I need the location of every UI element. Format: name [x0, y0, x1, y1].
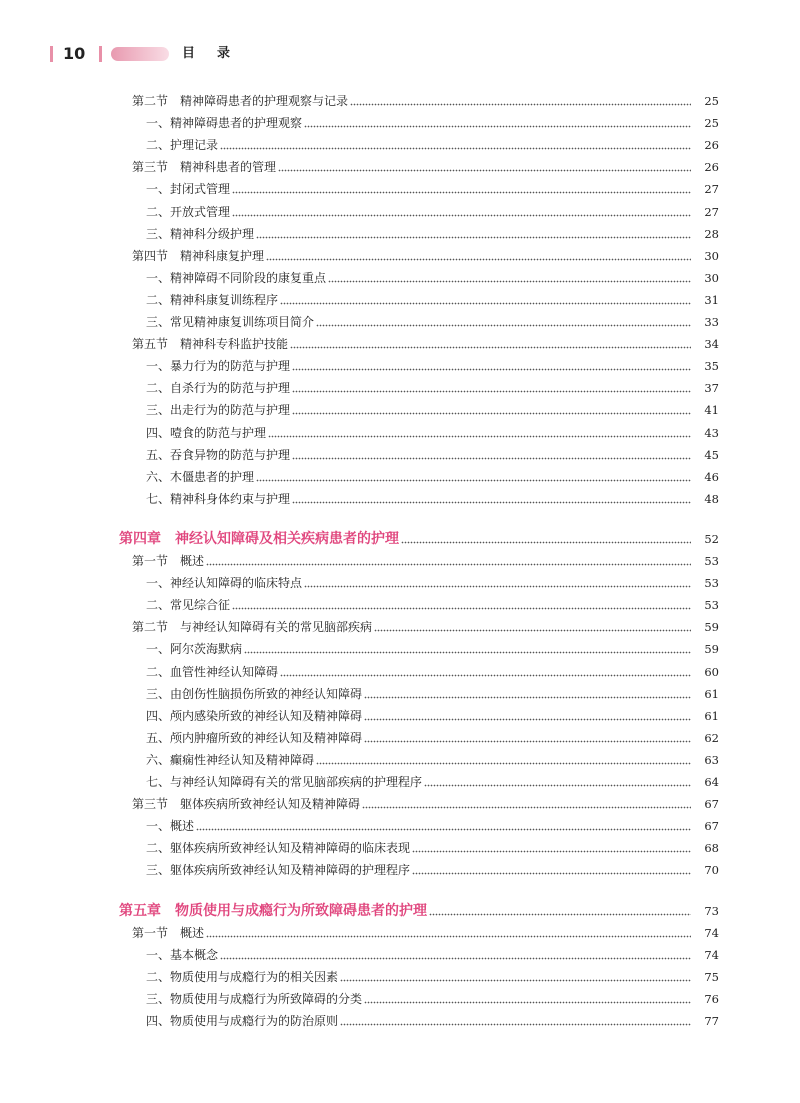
dot-leader	[340, 966, 691, 988]
dot-leader	[412, 859, 691, 881]
toc-entry-title: 第一节 概述	[132, 925, 205, 940]
toc-entry-title: 五、吞食异物的防范与护理	[146, 447, 291, 462]
toc-subsection-entry[interactable]	[0, 1010, 800, 1032]
toc-entry-line	[146, 749, 719, 771]
toc-page-number: 67	[704, 819, 719, 834]
toc-entry-line	[132, 333, 719, 355]
toc-page-number: 74	[704, 947, 719, 962]
toc-subsection-entry[interactable]	[0, 727, 800, 749]
toc-entry-line	[146, 201, 719, 223]
toc-entry-line	[146, 638, 719, 660]
toc-subsection-entry[interactable]	[0, 311, 800, 333]
dot-leader	[364, 683, 691, 705]
toc-entry-line	[132, 550, 719, 572]
toc-entry-title: 第五节 精神科专科监护技能	[132, 337, 289, 352]
toc-subsection-entry[interactable]	[0, 749, 800, 771]
toc-entry-line	[146, 572, 719, 594]
toc-entry-title: 第四节 精神科康复护理	[132, 248, 265, 263]
toc-subsection-entry[interactable]	[0, 661, 800, 683]
dot-leader	[350, 90, 691, 112]
dot-leader	[206, 922, 691, 944]
toc-page-number: 70	[704, 863, 719, 878]
toc-entry-line	[146, 727, 719, 749]
dot-leader	[244, 638, 691, 660]
dot-leader	[292, 444, 691, 466]
page-number: 10	[63, 44, 86, 63]
toc-page-number: 77	[704, 1014, 719, 1028]
toc-entry-line	[146, 488, 719, 510]
toc-entry-line	[146, 859, 719, 881]
toc-entry-line	[146, 988, 719, 1010]
toc-page-number: 67	[704, 797, 719, 812]
toc-section-entry[interactable]	[0, 793, 800, 815]
toc-page-number: 76	[704, 991, 719, 1006]
toc-subsection-entry[interactable]	[0, 815, 800, 837]
toc-page-number: 53	[704, 554, 719, 568]
toc-page-number: 26	[704, 138, 719, 153]
dot-leader	[232, 594, 691, 616]
toc-page-number: 41	[704, 403, 719, 418]
toc-entry-title: 一、精神障碍患者的护理观察	[146, 116, 303, 131]
toc-entry-title: 第四章 神经认知障碍及相关疾病患者的护理	[119, 530, 399, 547]
dot-leader	[220, 134, 691, 156]
toc-subsection-entry[interactable]	[0, 638, 800, 660]
dot-leader	[196, 815, 691, 837]
toc-entry-line	[146, 466, 719, 488]
toc-entry-line	[146, 178, 719, 200]
toc-entry-line	[132, 616, 719, 638]
toc-entry-title: 三、躯体疾病所致神经认知及精神障碍的护理程序	[146, 863, 411, 878]
dot-leader	[292, 377, 691, 399]
toc-entry-line	[146, 771, 719, 793]
toc-entry-line	[146, 815, 719, 837]
toc-subsection-entry[interactable]	[0, 112, 800, 134]
dot-leader	[280, 289, 691, 311]
toc-entry-line	[132, 156, 719, 178]
toc-entry-title: 三、常见精神康复训练项目简介	[146, 315, 315, 329]
toc-entry-title: 三、出走行为的防范与护理	[146, 403, 291, 418]
dot-leader	[292, 488, 691, 510]
toc-entry-title: 一、概述	[146, 819, 195, 834]
header-divider-bar	[99, 46, 102, 62]
toc-entry-title: 第二节 与神经认知障碍有关的常见脑部疾病	[132, 620, 373, 635]
toc-page-number: 68	[704, 841, 719, 856]
dot-leader	[266, 245, 691, 267]
toc-entry-line	[146, 422, 719, 444]
toc-page-number: 64	[704, 775, 719, 789]
toc-page-number: 43	[704, 425, 719, 440]
toc-section-entry[interactable]	[0, 550, 800, 572]
toc-page-number: 33	[704, 315, 719, 329]
toc-page-number: 53	[704, 576, 719, 591]
toc-subsection-entry[interactable]	[0, 134, 800, 156]
toc-page-number: 53	[704, 598, 719, 613]
dot-leader	[304, 112, 691, 134]
toc-subsection-entry[interactable]	[0, 488, 800, 510]
toc-entry-title: 四、物质使用与成瘾行为的防治原则	[146, 1014, 339, 1028]
toc-entry-title: 第五章 物质使用与成瘾行为所致障碍患者的护理	[119, 902, 427, 919]
toc-page-number: 25	[704, 116, 719, 131]
toc-entry-line	[146, 1010, 719, 1032]
dot-leader	[364, 705, 691, 727]
toc-chapter-entry[interactable]	[0, 900, 800, 922]
toc-entry-title: 二、自杀行为的防范与护理	[146, 381, 291, 396]
toc-subsection-entry[interactable]	[0, 572, 800, 594]
toc-entry-title: 二、开放式管理	[146, 204, 231, 219]
toc-entry-title: 一、暴力行为的防范与护理	[146, 359, 291, 374]
toc-entry-title: 二、常见综合征	[146, 598, 231, 613]
toc-section-entry[interactable]	[0, 245, 800, 267]
toc-subsection-entry[interactable]	[0, 422, 800, 444]
toc-entry-line	[132, 90, 719, 112]
header-decorative-pill	[111, 47, 169, 61]
toc-entry-line	[132, 793, 719, 815]
toc-subsection-entry[interactable]	[0, 859, 800, 881]
toc-page-number: 61	[704, 708, 719, 723]
dot-leader	[401, 528, 691, 550]
toc-entry-title: 一、封闭式管理	[146, 182, 231, 197]
toc-entry-title: 第一节 概述	[132, 554, 205, 568]
dot-leader	[340, 1010, 691, 1032]
toc-subsection-entry[interactable]	[0, 444, 800, 466]
toc-entry-line	[146, 223, 719, 245]
toc-subsection-entry[interactable]	[0, 399, 800, 421]
toc-page-number: 48	[704, 491, 719, 506]
toc-subsection-entry[interactable]	[0, 683, 800, 705]
toc-subsection-entry[interactable]	[0, 201, 800, 223]
toc-entry-title: 二、血管性神经认知障碍	[146, 664, 279, 679]
toc-page-number: 52	[704, 531, 719, 546]
toc-page-number: 73	[704, 903, 719, 918]
toc-page-number: 63	[704, 752, 719, 767]
toc-subsection-entry[interactable]	[0, 944, 800, 966]
toc-entry-title: 一、基本概念	[146, 947, 219, 962]
toc-chapter-entry[interactable]	[0, 528, 800, 550]
toc-page-number: 45	[704, 447, 719, 462]
toc-entry-line	[146, 594, 719, 616]
toc-entry-title: 三、由创伤性脑损伤所致的神经认知障碍	[146, 686, 363, 701]
dot-leader	[328, 267, 691, 289]
toc-subsection-entry[interactable]	[0, 466, 800, 488]
toc-entry-line	[146, 837, 719, 859]
toc-subsection-entry[interactable]	[0, 267, 800, 289]
dot-leader	[424, 771, 691, 793]
toc-entry-title: 二、护理记录	[146, 138, 219, 153]
dot-leader	[280, 661, 691, 683]
toc-page-number: 26	[704, 160, 719, 175]
toc-entry-line	[119, 528, 719, 550]
toc-entry-title: 二、精神科康复训练程序	[146, 292, 279, 307]
page-header	[0, 44, 800, 64]
toc-entry-line	[146, 355, 719, 377]
toc-entry-line	[146, 377, 719, 399]
toc-entry-line	[119, 900, 719, 922]
toc-subsection-entry[interactable]	[0, 837, 800, 859]
toc-entry-line	[132, 922, 719, 944]
dot-leader	[292, 399, 691, 421]
toc-subsection-entry[interactable]	[0, 178, 800, 200]
toc-page-number: 59	[704, 620, 719, 635]
toc-subsection-entry[interactable]	[0, 594, 800, 616]
toc-page-number: 34	[704, 337, 719, 352]
dot-leader	[374, 616, 691, 638]
toc-entry-line	[146, 399, 719, 421]
toc-subsection-entry[interactable]	[0, 377, 800, 399]
toc-subsection-entry[interactable]	[0, 771, 800, 793]
header-section-label: 目录	[182, 46, 253, 61]
toc-page-number: 31	[704, 292, 719, 307]
toc-entry-line	[146, 112, 719, 134]
toc-entry-line	[132, 245, 719, 267]
toc-entry-title: 一、阿尔茨海默病	[146, 642, 243, 657]
toc-page-number: 46	[704, 469, 719, 484]
dot-leader	[232, 178, 691, 200]
toc-entry-title: 四、颅内感染所致的神经认知及精神障碍	[146, 708, 363, 723]
toc-entry-line	[146, 444, 719, 466]
dot-leader	[429, 900, 691, 922]
toc-subsection-entry[interactable]	[0, 988, 800, 1010]
toc-page-number: 27	[704, 204, 719, 219]
toc-entry-title: 五、颅内肿瘤所致的神经认知及精神障碍	[146, 730, 363, 745]
toc-page-number: 25	[704, 94, 719, 108]
dot-leader	[290, 333, 691, 355]
toc-subsection-entry[interactable]	[0, 705, 800, 727]
dot-leader	[364, 988, 691, 1010]
dot-leader	[304, 572, 691, 594]
toc-page-number: 30	[704, 270, 719, 285]
dot-leader	[256, 223, 691, 245]
toc-entry-title: 四、噎食的防范与护理	[146, 425, 267, 440]
toc-entry-title: 七、与神经认知障碍有关的常见脑部疾病的护理程序	[146, 775, 423, 789]
toc-section-entry[interactable]	[0, 616, 800, 638]
toc-entry-line	[146, 311, 719, 333]
toc-entry-title: 一、精神障碍不同阶段的康复重点	[146, 270, 327, 285]
toc-page-number: 28	[704, 226, 719, 241]
toc-subsection-entry[interactable]	[0, 289, 800, 311]
toc-entry-line	[146, 134, 719, 156]
toc-entry-title: 二、躯体疾病所致神经认知及精神障碍的临床表现	[146, 841, 411, 856]
dot-leader	[220, 944, 691, 966]
toc-section-entry[interactable]	[0, 90, 800, 112]
header-left-bar	[50, 46, 53, 62]
toc-page-number: 60	[704, 664, 719, 679]
toc-page-number: 59	[704, 642, 719, 657]
toc-entry-line	[146, 289, 719, 311]
dot-leader	[364, 727, 691, 749]
toc-page-number: 35	[704, 359, 719, 374]
toc-page-number: 75	[704, 969, 719, 984]
toc-entry-title: 第三节 精神科患者的管理	[132, 160, 277, 175]
toc-entry-line	[146, 683, 719, 705]
toc-entry-title: 三、物质使用与成瘾行为所致障碍的分类	[146, 991, 363, 1006]
toc-entry-title: 一、神经认知障碍的临床特点	[146, 576, 303, 591]
toc-entry-line	[146, 966, 719, 988]
toc-page-number: 30	[704, 248, 719, 263]
dot-leader	[292, 355, 691, 377]
dot-leader	[256, 466, 691, 488]
toc-subsection-entry[interactable]	[0, 966, 800, 988]
toc-entry-line	[146, 705, 719, 727]
toc-subsection-entry[interactable]	[0, 223, 800, 245]
dot-leader	[206, 550, 691, 572]
toc-entry-line	[146, 661, 719, 683]
toc-entry-title: 七、精神科身体约束与护理	[146, 491, 291, 506]
toc-entry-line	[146, 944, 719, 966]
dot-leader	[362, 793, 691, 815]
dot-leader	[412, 837, 691, 859]
toc-page-number: 27	[704, 182, 719, 197]
toc-entry-title: 六、癫痫性神经认知及精神障碍	[146, 752, 315, 767]
toc-section-entry[interactable]	[0, 333, 800, 355]
toc-entry-title: 二、物质使用与成瘾行为的相关因素	[146, 969, 339, 984]
dot-leader	[232, 201, 691, 223]
toc-page-number: 62	[704, 730, 719, 745]
toc-entry-line	[146, 267, 719, 289]
toc-page-number: 61	[704, 686, 719, 701]
dot-leader	[278, 156, 691, 178]
dot-leader	[316, 311, 691, 333]
toc-page-number: 37	[704, 381, 719, 396]
toc-section-entry[interactable]	[0, 156, 800, 178]
toc-entry-title: 三、精神科分级护理	[146, 226, 255, 241]
dot-leader	[316, 749, 691, 771]
toc-section-entry[interactable]	[0, 922, 800, 944]
toc-page-number: 74	[704, 925, 719, 940]
toc-subsection-entry[interactable]	[0, 355, 800, 377]
toc-entry-title: 第二节 精神障碍患者的护理观察与记录	[132, 94, 349, 108]
dot-leader	[268, 422, 691, 444]
toc-entry-title: 六、木僵患者的护理	[146, 469, 255, 484]
toc-entry-title: 第三节 躯体疾病所致神经认知及精神障碍	[132, 797, 361, 812]
